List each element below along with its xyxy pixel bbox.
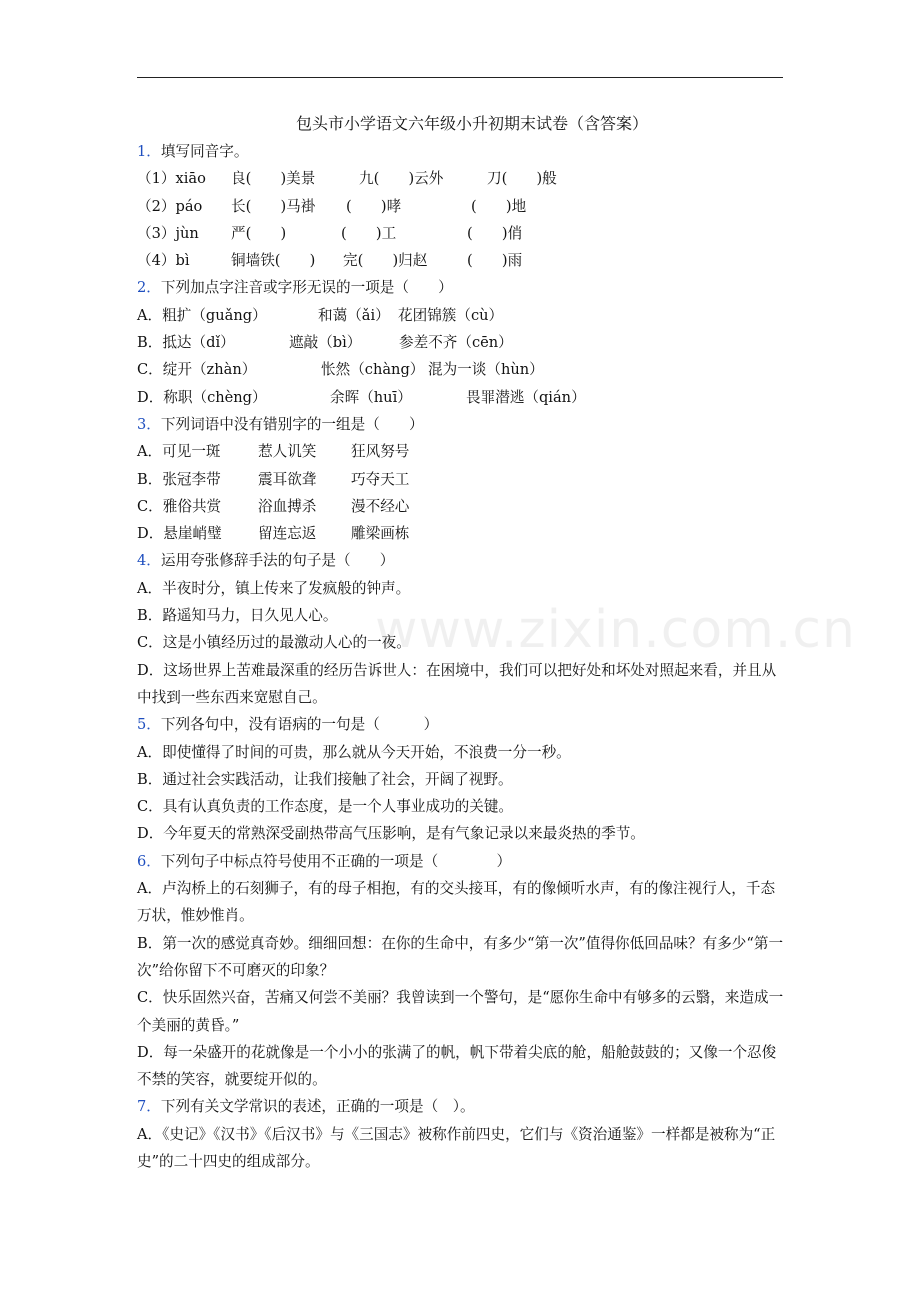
option-part: B．抵达（dǐ）	[137, 334, 235, 352]
question-number: 6．	[137, 852, 161, 870]
question-number: 1．	[137, 143, 161, 160]
option-d	[137, 384, 787, 411]
blank-item: 九( )云外	[359, 170, 444, 188]
exam-page	[137, 112, 787, 1175]
option-part: C．绽开（zhàn）	[137, 361, 257, 379]
blank-item: ( )雨	[467, 252, 523, 270]
q1-row	[137, 220, 787, 247]
option-d: D．这场世界上苦难最深重的经历告诉世人：在困境中，我们可以把好处和坏处对照起来看，并且从中找到一些东西来宽慰自己。	[137, 661, 777, 706]
option-part: 浴血搏杀	[258, 497, 317, 515]
option-part: 狂风努号	[351, 443, 410, 461]
option-b: B．路遥知马力，日久见人心。	[137, 607, 338, 625]
question-stem: 下列加点字注音或字形无误的一项是（ ）	[160, 279, 453, 297]
option-a: A．半夜时分，镇上传来了发疯般的钟声。	[137, 579, 411, 597]
option-part: A．粗扩（guǎng）	[137, 306, 267, 324]
question-stem: 下列有关文学常识的表述，正确的一项是（ ）。	[160, 1098, 475, 1116]
option-a	[137, 438, 787, 465]
question-6	[137, 848, 787, 875]
option-c	[137, 493, 787, 520]
question-stem: 下列句子中标点符号使用不正确的一项是（ ）	[160, 852, 512, 870]
blank-item: 长( )马褂	[231, 197, 316, 215]
question-4	[137, 547, 787, 574]
option-a	[137, 302, 787, 329]
question-number: 4．	[137, 552, 161, 570]
q1-row	[137, 247, 787, 274]
header-rule	[137, 77, 783, 78]
blank-item: 完( )归赵	[343, 252, 428, 270]
option-a: A．卢沟桥上的石刻狮子，有的母子相抱，有的交头接耳，有的像倾听水声，有的像注视行人，千态万状，惟妙惟肖。	[137, 880, 776, 925]
blank-item: 严( )	[231, 224, 287, 242]
question-7	[137, 1093, 787, 1120]
option-part: 遮敲（bì）	[289, 334, 362, 352]
option-c: C．快乐固然兴奋，苦痛又何尝不美丽？我曾读到一个警句，是“愿你生命中有够多的云翳，来造成一个美丽的黄昏。”	[137, 989, 784, 1034]
option-c: C．这是小镇经历过的最激动人心的一夜。	[137, 634, 411, 652]
option-part: 余晖（huī）	[330, 388, 412, 406]
option-part: 惹人讥笑	[258, 443, 317, 461]
option-d	[137, 520, 787, 547]
question-stem: 下列各句中，没有语病的一句是（ ）	[160, 716, 439, 734]
option-part: B．张冠李带	[137, 470, 221, 488]
option-b: B．通过社会实践活动，让我们接触了社会，开阔了视野。	[137, 770, 513, 788]
option-part: D．称职（chèng）	[137, 388, 267, 406]
option-part: 花团锦簇（cù）	[398, 306, 504, 324]
blank-item: 良( )美景	[231, 170, 316, 188]
watermark: www.zixin.com.cn	[375, 600, 856, 660]
option-part: 震耳欲聋	[258, 470, 317, 488]
blank-item: ( )工	[341, 224, 397, 242]
pinyin-label: （3）jùn	[137, 224, 199, 242]
pinyin-label: （4）bì	[137, 252, 190, 270]
question-number: 5．	[137, 716, 161, 734]
question-stem: 填写同音字。	[160, 143, 249, 160]
option-part: C．雅俗共赏	[137, 497, 222, 515]
blank-item: 刀( )般	[487, 170, 557, 188]
option-part: 雕梁画栋	[351, 525, 410, 543]
blank-item: ( )哮	[346, 197, 402, 215]
question-number: 2．	[137, 279, 161, 297]
option-part: 畏罪潜逃（qián）	[466, 388, 586, 406]
option-part: 巧夺天工	[351, 470, 410, 488]
option-part: 留连忘返	[258, 525, 317, 543]
blank-item: 铜墙铁( )	[231, 252, 316, 270]
blank-item: ( )俏	[467, 224, 523, 242]
q1-row	[137, 165, 787, 192]
option-c	[137, 356, 787, 383]
page-title: 包头市小学语文六年级小升初期末试卷（含答案）	[295, 114, 648, 133]
option-part: 怅然（chàng）	[321, 361, 425, 379]
option-part: 漫不经心	[351, 497, 410, 515]
q1-row	[137, 193, 787, 220]
question-5	[137, 711, 787, 738]
pinyin-label: （2）páo	[137, 197, 203, 215]
question-stem: 下列词语中没有错别字的一组是（ ）	[160, 415, 424, 433]
question-3	[137, 411, 787, 438]
option-a: A．即使懂得了时间的可贵，那么就从今天开始，不浪费一分一秒。	[137, 743, 571, 761]
option-b	[137, 466, 787, 493]
question-number: 3．	[137, 415, 161, 433]
option-b	[137, 329, 787, 356]
option-part: A．可见一斑	[137, 443, 221, 461]
option-a: A．《史记》《汉书》《后汉书》与《三国志》被称作前四史，它们与《资治通鉴》一样都是被称为“正史”的二十四史的组成部分。	[137, 1125, 776, 1170]
option-d: D．每一朵盛开的花就像是一个小小的张满了的帆，帆下带着尖底的舱，船舱鼓鼓的；又像一个忍俊不禁的笑容，就要绽开似的。	[137, 1043, 777, 1089]
blank-item: ( )地	[471, 197, 527, 215]
option-part: 混为一谈（hùn）	[428, 361, 544, 379]
pinyin-label: （1）xiāo	[137, 170, 206, 188]
question-number: 7．	[137, 1098, 161, 1116]
option-part: D．悬崖峭璧	[137, 525, 222, 543]
option-b: B．第一次的感觉真奇妙。细细回想：在你的生命中，有多少“第一次”值得你低回品味？有多少“第一次”给你留下不可磨灭的印象？	[137, 934, 784, 979]
question-1	[137, 138, 787, 165]
option-part: 和蔼（ǎi）	[318, 306, 390, 324]
question-stem: 运用夸张修辞手法的句子是（ ）	[160, 552, 395, 570]
question-2	[137, 274, 787, 301]
option-part: 参差不齐（cēn）	[399, 334, 513, 352]
option-d: D．今年夏天的常熟深受副热带高气压影响，是有气象记录以来最炎热的季节。	[137, 825, 645, 843]
option-c: C．具有认真负责的工作态度，是一个人事业成功的关键。	[137, 798, 514, 816]
